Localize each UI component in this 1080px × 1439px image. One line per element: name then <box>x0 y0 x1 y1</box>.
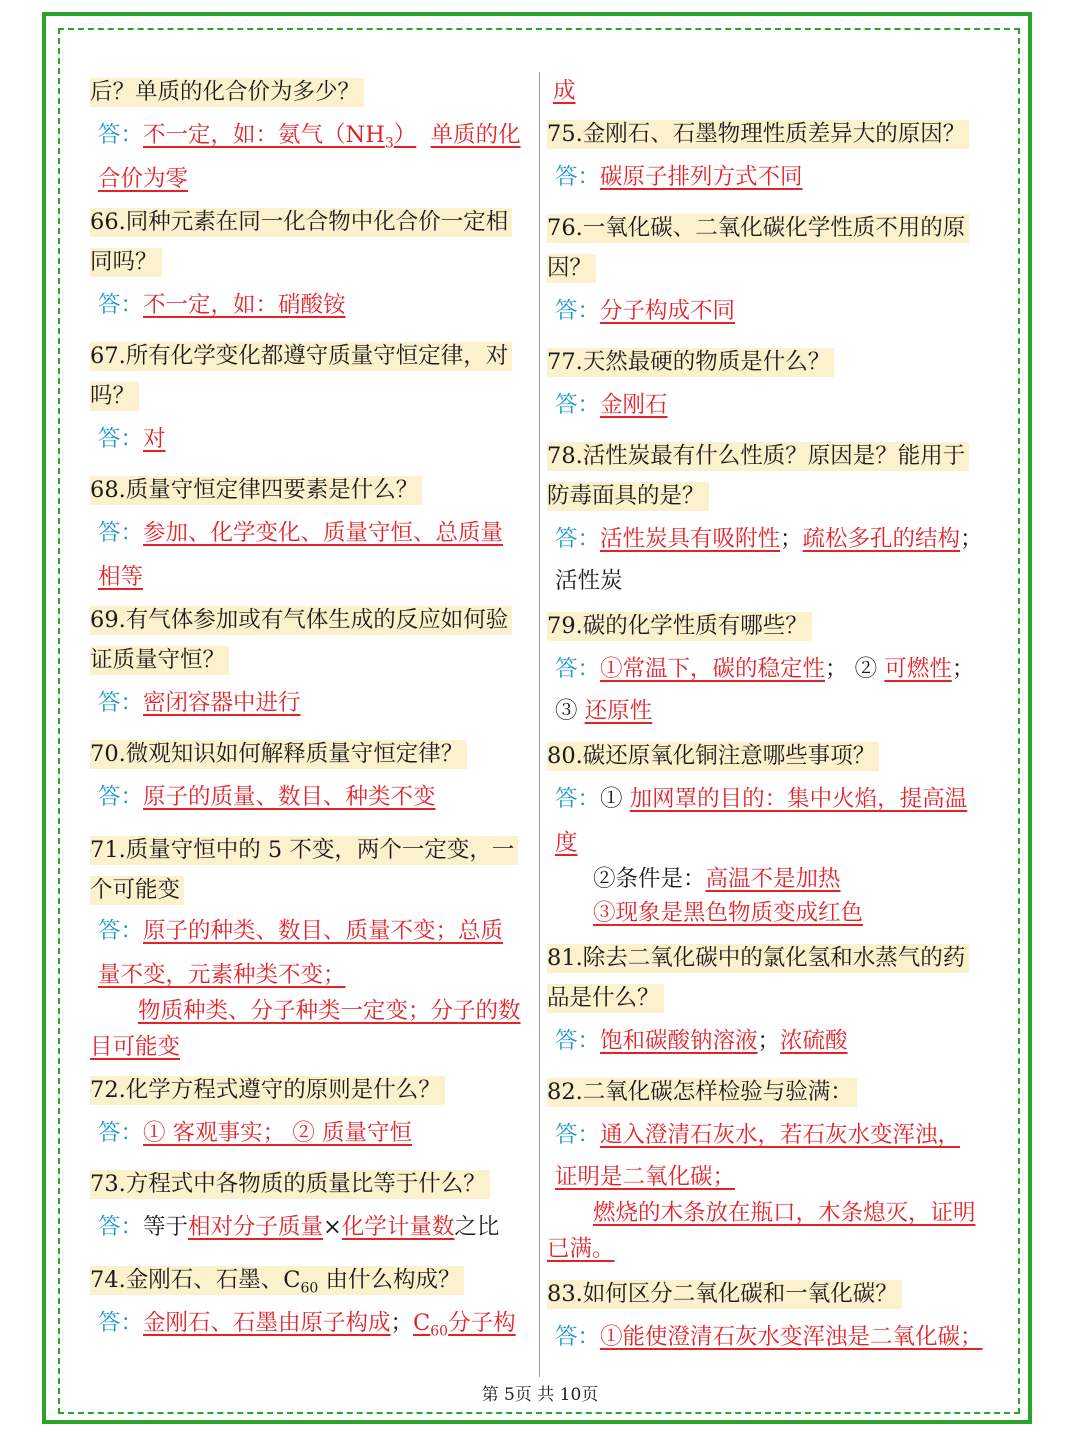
answer-79-cont: ③ 还原性 <box>555 698 653 724</box>
answer-74: 答：金刚石、石墨由原子构成；$C_{60}$分子构 <box>98 1310 516 1340</box>
answer-82: 答：通入澄清石灰水，若石灰水变浑浊， <box>555 1122 961 1148</box>
answer-74-tail: 成 <box>553 78 576 104</box>
question-67-line2: 吗？ <box>90 376 139 416</box>
answer-82-cont2: 燃烧的木条放在瓶口，木条熄灭，证明 <box>593 1200 976 1226</box>
question-81-line2: 品是什么？ <box>547 978 664 1018</box>
question-71-line1: 71.质量守恒中的 5 不变，两个一定变，一 <box>90 830 518 870</box>
question-76-line1: 76.一氧化碳、二氧化碳化学性质不用的原 <box>547 208 969 248</box>
question-79: 79.碳的化学性质有哪些？ <box>547 606 812 646</box>
question-74: 74.金刚石、石墨、$C_{60}$ 由什么构成？ <box>90 1260 464 1309</box>
answer-73: 答：等于相对分子质量×化学计量数之比 <box>98 1214 500 1240</box>
answer-75: 答：碳原子排列方式不同 <box>555 164 803 190</box>
question-71-line2: 个可能变 <box>90 870 184 910</box>
answer-82-cont3: 已满。 <box>547 1236 615 1262</box>
question-68: 68.质量守恒定律四要素是什么？ <box>90 470 422 510</box>
question-73: 73.方程式中各物质的质量比等于什么？ <box>90 1164 490 1204</box>
question-82: 82.二氧化碳怎样检验与验满： <box>547 1072 857 1112</box>
answer-79: 答：①常温下，碳的稳定性； ② 可燃性； <box>555 656 975 682</box>
question-78-line2: 防毒面具的是？ <box>547 476 709 516</box>
answer-83: 答：①能使澄清石灰水变浑浊是二氧化碳； <box>555 1324 983 1350</box>
answer-80: 答：① 加网罩的目的：集中火焰，提高温 <box>555 786 968 812</box>
answer-80-phenomenon: ③现象是黑色物质变成红色 <box>593 900 864 926</box>
answer-78-cont: 活性炭 <box>555 568 623 594</box>
question-76-line2: 因？ <box>547 248 596 288</box>
question-66-line1: 66.同种元素在同一化合物中化合价一定相 <box>90 202 512 242</box>
answer-70: 答：原子的质量、数目、种类不变 <box>98 784 436 810</box>
answer-71-cont2: 物质种类、分子种类一定变；分子的数 <box>138 998 521 1024</box>
answer-76: 答：分子构成不同 <box>555 298 736 324</box>
answer-78: 答：活性炭具有吸附性；疏松多孔的结构； <box>555 526 983 552</box>
answer-68: 答：参加、化学变化、质量守恒、总质量 <box>98 520 504 546</box>
answer-80-condition: ②条件是：高温不是加热 <box>593 866 841 892</box>
question-65-tail: 后？单质的化合价为多少？ <box>90 72 364 112</box>
question-83: 83.如何区分二氧化碳和一氧化碳？ <box>547 1274 902 1314</box>
question-78-line1: 78.活性炭最有什么性质？原因是？能用于 <box>547 436 969 476</box>
question-66-line2: 同吗？ <box>90 242 162 282</box>
question-69-line1: 69.有气体参加或有气体生成的反应如何验 <box>90 600 512 640</box>
answer-66: 答：不一定，如：硝酸铵 <box>98 292 346 318</box>
answer-69: 答：密闭容器中进行 <box>98 690 301 716</box>
answer-65-cont: 合价为零 <box>98 166 189 192</box>
answer-77: 答：金刚石 <box>555 392 668 418</box>
question-67-line1: 67.所有化学变化都遵守质量守恒定律，对 <box>90 336 512 376</box>
answer-80-cont: 度 <box>555 830 578 856</box>
answer-71-cont3: 目可能变 <box>90 1034 181 1060</box>
answer-71-cont1: 量不变，元素种类不变； <box>98 962 346 988</box>
answer-68-cont: 相等 <box>98 564 144 590</box>
answer-72: 答：① 客观事实； ② 质量守恒 <box>98 1120 412 1146</box>
question-81-line1: 81.除去二氧化碳中的氯化氢和水蒸气的药 <box>547 938 969 978</box>
page-number-footer: 第 5页 共 10页 <box>481 1385 599 1405</box>
answer-82-cont1: 证明是二氧化碳； <box>555 1164 736 1190</box>
column-divider <box>539 72 540 1377</box>
question-72: 72.化学方程式遵守的原则是什么？ <box>90 1070 445 1110</box>
question-70: 70.微观知识如何解释质量守恒定律？ <box>90 734 467 774</box>
answer-81: 答：饱和碳酸钠溶液；浓硫酸 <box>555 1028 848 1054</box>
question-75: 75.金刚石、石墨物理性质差异大的原因？ <box>547 114 969 154</box>
answer-65: 答：不一定，如：氨气$(NH_3)$ 单质的化 <box>98 122 521 152</box>
question-80: 80.碳还原氧化铜注意哪些事项？ <box>547 736 879 776</box>
answer-67: 答：对 <box>98 426 166 452</box>
answer-71: 答：原子的种类、数目、质量不变；总质 <box>98 918 504 944</box>
question-77: 77.天然最硬的物质是什么？ <box>547 342 834 382</box>
question-69-line2: 证质量守恒？ <box>90 640 229 680</box>
